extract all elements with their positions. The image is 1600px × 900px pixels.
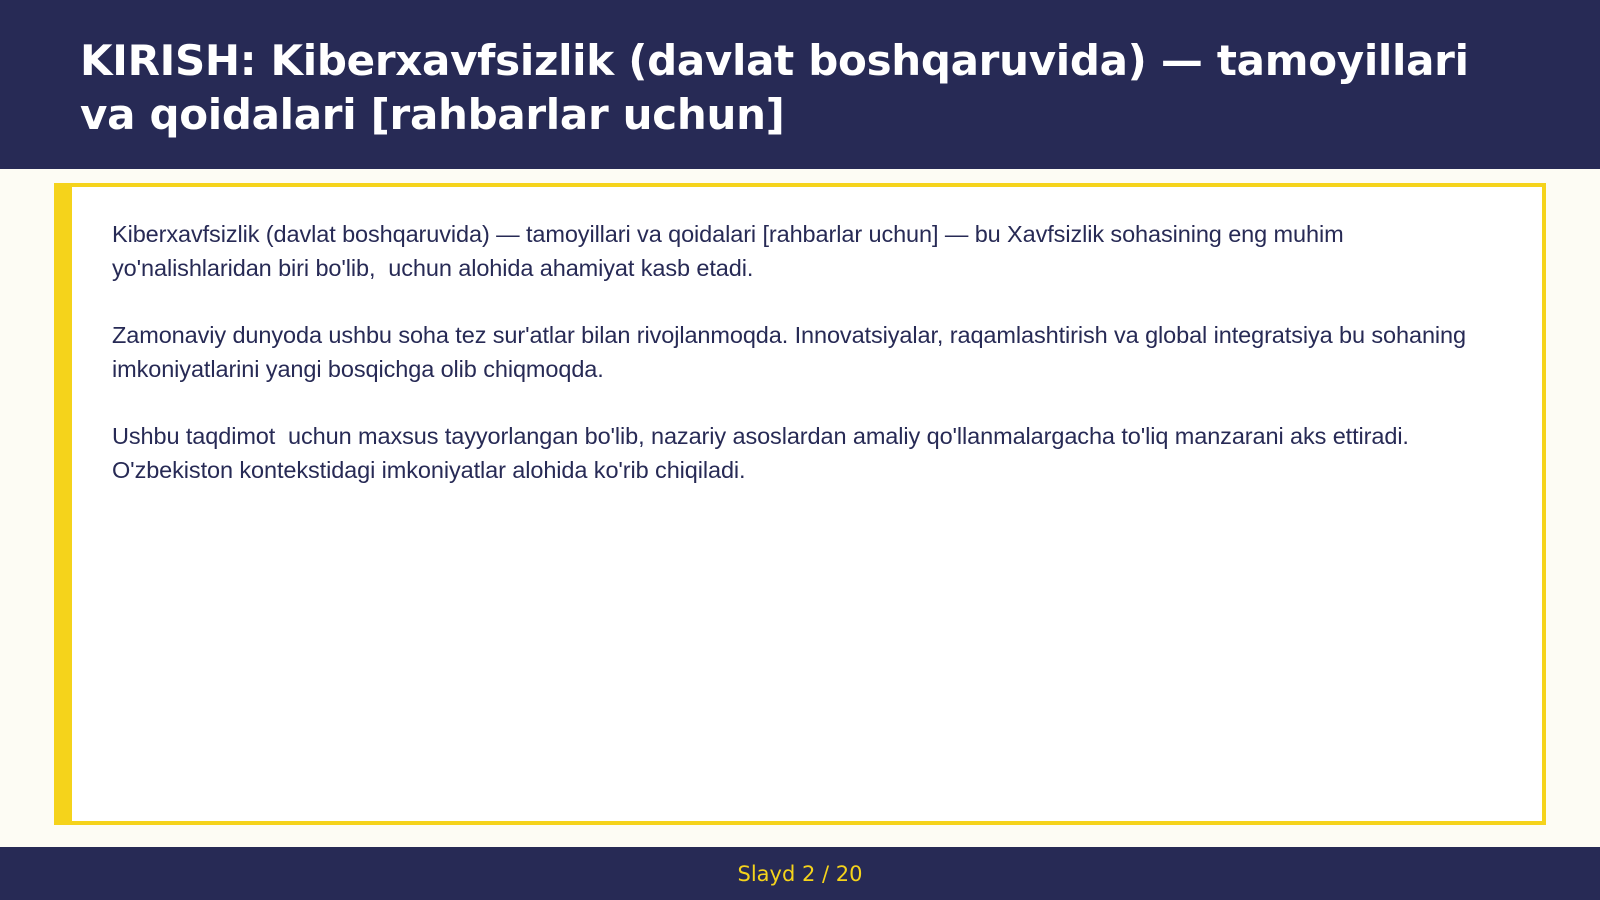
presentation-purpose-paragraph: Ushbu taqdimot uchun maxsus tayyorlangan bo'lib, nazariy asoslardan amaliy qo'llanmalargacha to'liq manzarani aks ettiradi. O'zbekiston kontekstidagi imkoniyatlar alohida ko'rib chiqiladi.	[112, 423, 1416, 483]
slide-footer	[0, 847, 1600, 900]
modern-world-paragraph: Zamonaviy dunyoda ushbu soha tez sur'atlar bilan rivojlanmoqda. Innovatsiyalar, raqamlashtirish va global integratsiya bu sohaning imkoniyatlarini yangi bosqichga olib chiqmoqda.	[112, 322, 1473, 382]
intro-paragraph: Kiberxavfsizlik (davlat boshqaruvida) — tamoyillari va qoidalari [rahbarlar uchun] — bu Xavfsizlik sohasining eng muhim yo'nalishlaridan biri bo'lib, uchun alohida ahamiyat kasb etadi.	[112, 221, 1350, 281]
content-box	[54, 183, 1546, 825]
slide-title: KIRISH: Kiberxavfsizlik (davlat boshqaruvida) — tamoyillari va qoidalari [rahbarlar uchun]	[80, 36, 1469, 139]
slide-header	[0, 0, 1600, 169]
slide-counter: Slayd 2 / 20	[737, 861, 863, 886]
